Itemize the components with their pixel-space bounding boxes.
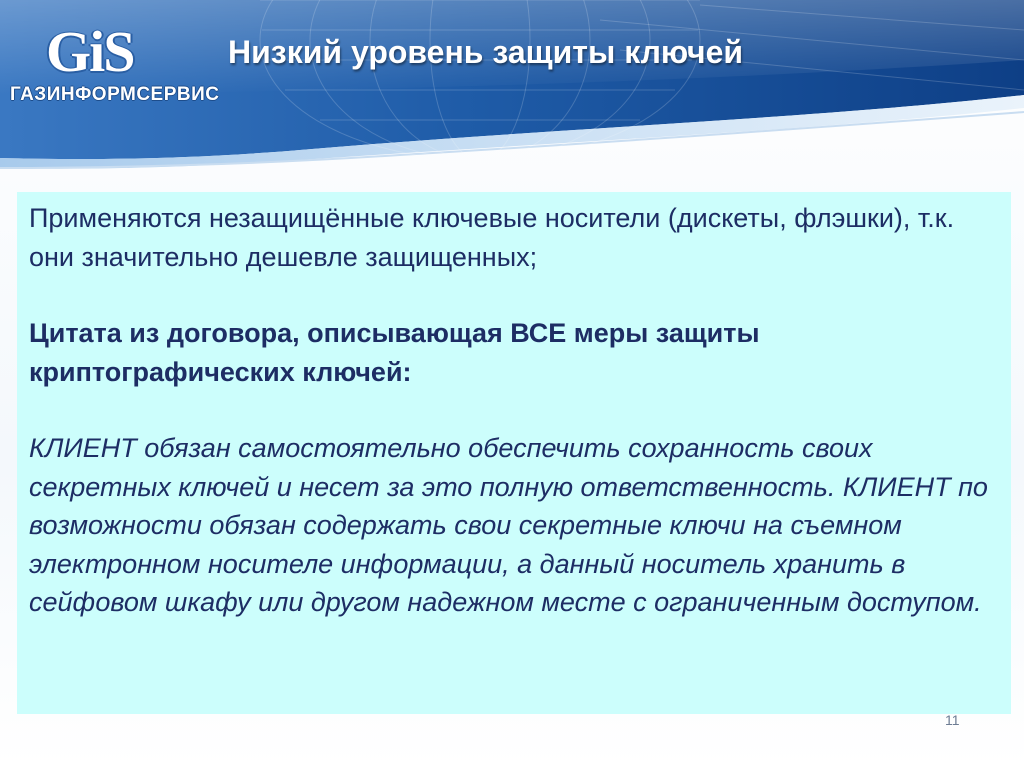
slide-title: Низкий уровень защиты ключей: [228, 34, 744, 70]
paragraph-unprotected-media: Применяются незащищённые ключевые носители (дискеты, флэшки), т.к. они значительно дешевле защищенных;: [29, 203, 955, 272]
logo-text: ГАЗИНФОРМСЕРВИС: [10, 84, 220, 105]
spacer: [29, 391, 997, 429]
logo-mark: GiS: [46, 19, 134, 84]
company-logo: [10, 18, 220, 118]
page-number: 11: [945, 712, 960, 728]
content-box: [17, 192, 1011, 714]
paragraph-contract-quote: КЛИЕНТ обязан самостоятельно обеспечить сохранность своих секретных ключей и несет за это полную ответственность. КЛИЕНТ по возможности обязан содержать свои секретные ключи на съемном электронном носителе информации, а данный носитель хранить в сейфовом шкафу или другом надежном месте с ограниченным доступом.: [29, 433, 988, 617]
paragraph-contract-quote-heading: Цитата из договора, описывающая ВСЕ меры защиты криптографических ключей:: [29, 318, 760, 387]
spacer: [29, 276, 997, 314]
